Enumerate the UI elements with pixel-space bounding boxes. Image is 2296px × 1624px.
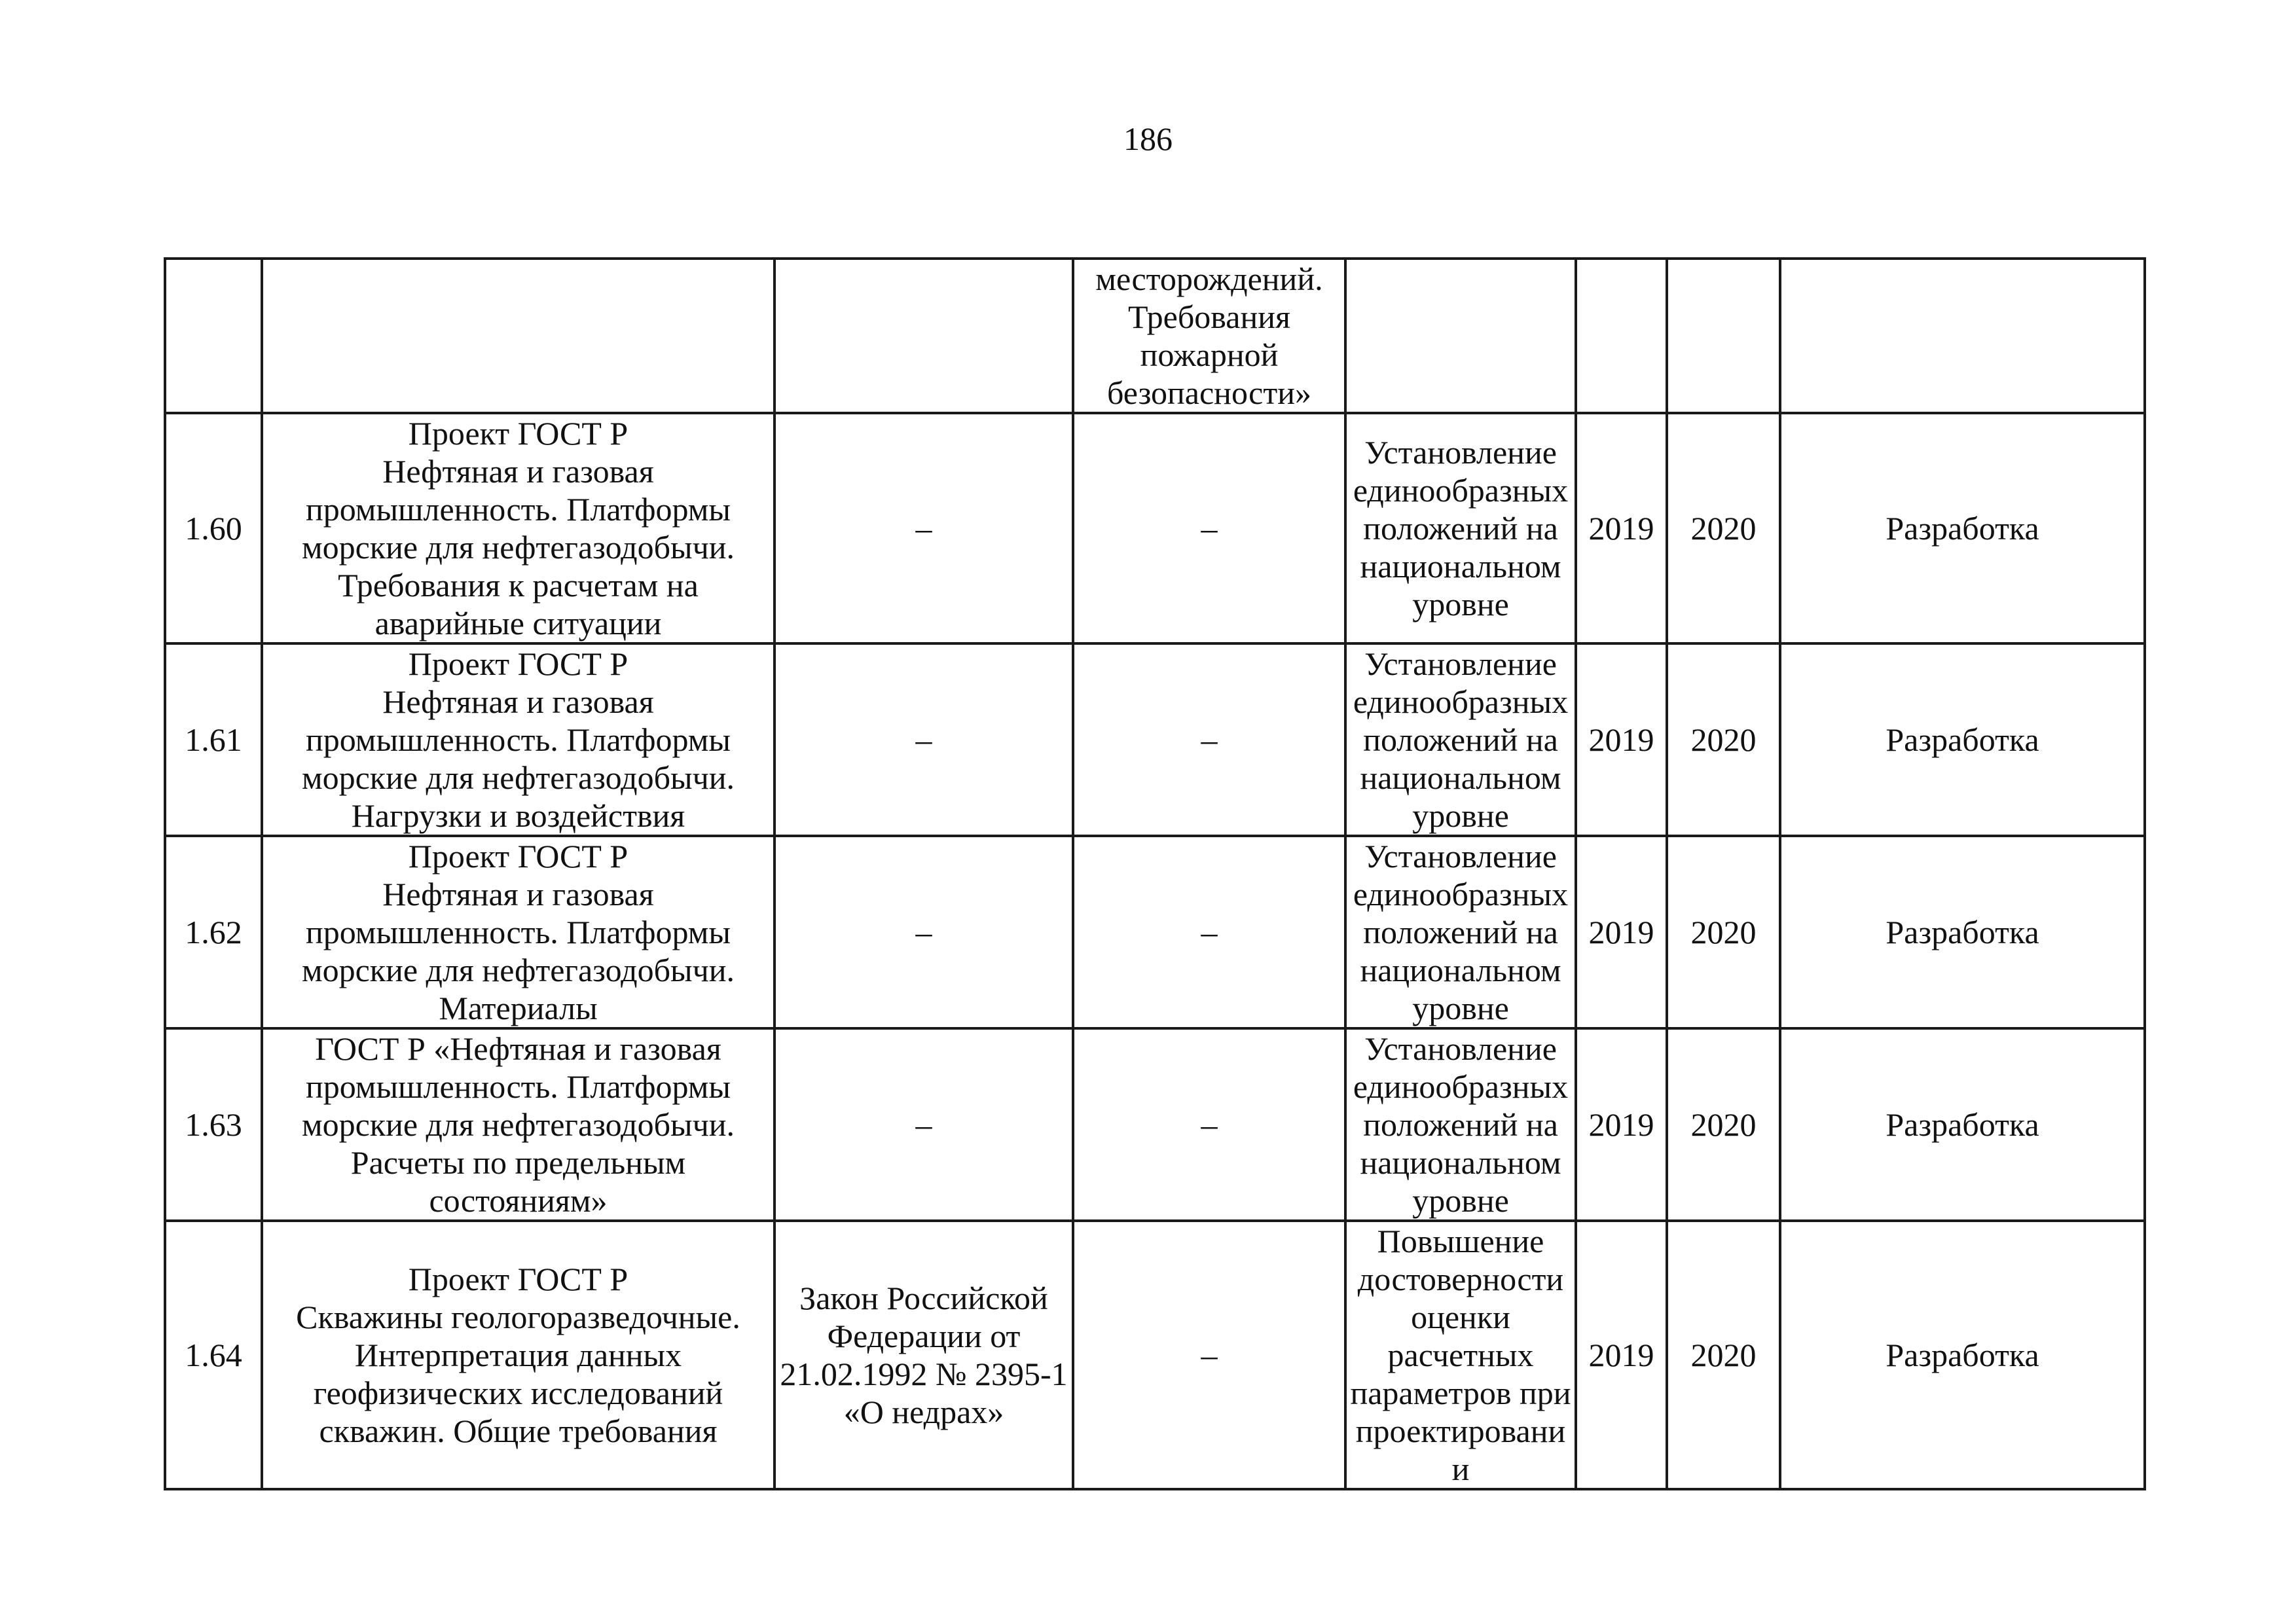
cell-start-year: 2019 — [1576, 1221, 1667, 1489]
cell-basis — [774, 413, 1073, 643]
cell-title — [262, 1028, 774, 1221]
cell-end-year: 2020 — [1667, 1028, 1780, 1221]
cell-status: Разработка — [1780, 1028, 2145, 1221]
cell-text-line: – — [1201, 1337, 1218, 1373]
cell-purpose — [1073, 1028, 1345, 1221]
cell-status — [1780, 259, 2145, 413]
cell-text-line: уровне — [1412, 797, 1509, 834]
cell-text-line: Проект ГОСТ Р — [408, 645, 629, 682]
cell-text-line: Установление — [1364, 1030, 1557, 1067]
cell-purpose — [1073, 413, 1345, 643]
cell-goal — [1345, 643, 1576, 836]
cell-text-line: Проект ГОСТ Р — [408, 415, 629, 452]
cell-purpose — [1073, 643, 1345, 836]
cell-text-line: – — [1201, 510, 1218, 547]
cell-text-line: положений на — [1363, 1106, 1558, 1143]
cell-text-line: пожарной — [1140, 336, 1279, 373]
cell-basis — [774, 1221, 1073, 1489]
cell-num: 1.64 — [165, 1221, 262, 1489]
cell-status: Разработка — [1780, 1221, 2145, 1489]
cell-text-line: морские для нефтегазодобычи. — [301, 529, 735, 566]
table-row — [165, 1221, 2145, 1489]
cell-text-line: – — [915, 510, 932, 547]
cell-text-line: Повышение — [1377, 1223, 1544, 1259]
cell-text-line: морские для нефтегазодобычи. — [301, 1106, 735, 1143]
cell-purpose — [1073, 1221, 1345, 1489]
cell-num: 1.61 — [165, 643, 262, 836]
cell-start-year: 2019 — [1576, 643, 1667, 836]
cell-num: 1.60 — [165, 413, 262, 643]
cell-title — [262, 1221, 774, 1489]
cell-text-line: Нефтяная и газовая — [382, 683, 654, 720]
table-row — [165, 259, 2145, 413]
cell-text-line: национальном — [1360, 1144, 1561, 1181]
cell-end-year: 2020 — [1667, 413, 1780, 643]
cell-text-line: «О недрах» — [843, 1394, 1004, 1430]
cell-text-line: Требования — [1128, 298, 1290, 335]
cell-text-line: уровне — [1412, 1182, 1509, 1219]
standards-table — [164, 257, 2146, 1490]
cell-start-year: 2019 — [1576, 413, 1667, 643]
cell-text-line: достоверности — [1357, 1261, 1564, 1297]
cell-text-line: – — [1201, 1106, 1218, 1143]
cell-text-line: единообразных — [1353, 472, 1569, 509]
cell-status: Разработка — [1780, 836, 2145, 1028]
table-row — [165, 1028, 2145, 1221]
cell-text-line: аварийные ситуации — [374, 605, 662, 641]
cell-text-line: положений на — [1363, 914, 1558, 950]
cell-text-line: безопасности» — [1107, 374, 1311, 411]
cell-text-line: Материалы — [439, 990, 598, 1026]
cell-text-line: Проект ГОСТ Р — [408, 838, 629, 875]
cell-text-line: – — [915, 721, 932, 758]
cell-text-line: ГОСТ Р «Нефтяная и газовая — [315, 1030, 721, 1067]
cell-text-line: оценки — [1411, 1299, 1510, 1335]
cell-end-year: 2020 — [1667, 836, 1780, 1028]
cell-text-line: единообразных — [1353, 876, 1569, 912]
cell-text-line: геофизических исследований — [313, 1375, 723, 1411]
cell-text-line: Требования к расчетам на — [338, 567, 699, 604]
cell-text-line: Скважины геологоразведочные. — [296, 1299, 740, 1335]
cell-status: Разработка — [1780, 413, 2145, 643]
cell-text-line: промышленность. Платформы — [306, 491, 731, 528]
table-row — [165, 413, 2145, 643]
cell-end-year: 2020 — [1667, 1221, 1780, 1489]
cell-text-line: Нефтяная и газовая — [382, 876, 654, 912]
cell-text-line: промышленность. Платформы — [306, 914, 731, 950]
cell-text-line: Нефтяная и газовая — [382, 453, 654, 490]
cell-goal — [1345, 1221, 1576, 1489]
cell-text-line: Расчеты по предельным — [350, 1144, 686, 1181]
table-row — [165, 836, 2145, 1028]
table-row — [165, 643, 2145, 836]
cell-text-line: Федерации от — [827, 1318, 1021, 1354]
cell-start-year: 2019 — [1576, 836, 1667, 1028]
cell-end-year — [1667, 259, 1780, 413]
cell-text-line: Установление — [1364, 434, 1557, 471]
cell-text-line: скважин. Общие требования — [319, 1413, 718, 1449]
cell-num: 1.62 — [165, 836, 262, 1028]
cell-text-line: и — [1451, 1451, 1470, 1487]
cell-text-line: Нагрузки и воздействия — [351, 797, 685, 834]
cell-end-year: 2020 — [1667, 643, 1780, 836]
cell-text-line: Установление — [1364, 645, 1557, 682]
cell-text-line: Проект ГОСТ Р — [408, 1261, 629, 1297]
cell-basis — [774, 643, 1073, 836]
cell-text-line: положений на — [1363, 721, 1558, 758]
cell-text-line: 21.02.1992 № 2395-1 — [780, 1356, 1068, 1392]
cell-text-line: промышленность. Платформы — [306, 721, 731, 758]
page-number: 186 — [1123, 120, 1173, 157]
cell-text-line: месторождений. — [1095, 261, 1323, 297]
cell-text-line: положений на — [1363, 510, 1558, 547]
cell-text-line: Установление — [1364, 838, 1557, 875]
cell-title — [262, 836, 774, 1028]
cell-text-line: единообразных — [1353, 683, 1569, 720]
cell-text-line: – — [1201, 914, 1218, 950]
cell-text-line: параметров при — [1350, 1375, 1571, 1411]
cell-text-line: расчетных — [1387, 1337, 1534, 1373]
cell-goal — [1345, 259, 1576, 413]
cell-text-line: Интерпретация данных — [354, 1337, 682, 1373]
cell-text-line: промышленность. Платформы — [306, 1068, 731, 1105]
cell-text-line: национальном — [1360, 759, 1561, 796]
cell-text-line: уровне — [1412, 990, 1509, 1026]
cell-text-line: морские для нефтегазодобычи. — [301, 759, 735, 796]
cell-text-line: – — [1201, 721, 1218, 758]
cell-start-year — [1576, 259, 1667, 413]
cell-basis — [774, 259, 1073, 413]
cell-title — [262, 643, 774, 836]
cell-goal — [1345, 1028, 1576, 1221]
cell-goal — [1345, 413, 1576, 643]
cell-status: Разработка — [1780, 643, 2145, 836]
cell-text-line: состояниям» — [429, 1182, 608, 1219]
cell-text-line: морские для нефтегазодобычи. — [301, 952, 735, 988]
cell-title — [262, 259, 774, 413]
cell-text-line: единообразных — [1353, 1068, 1569, 1105]
cell-text-line: уровне — [1412, 586, 1509, 623]
cell-goal — [1345, 836, 1576, 1028]
cell-start-year: 2019 — [1576, 1028, 1667, 1221]
cell-text-line: Закон Российской — [799, 1280, 1048, 1316]
cell-num: 1.63 — [165, 1028, 262, 1221]
cell-text-line: – — [915, 1106, 932, 1143]
cell-num — [165, 259, 262, 413]
cell-basis — [774, 836, 1073, 1028]
cell-basis — [774, 1028, 1073, 1221]
cell-text-line: национальном — [1360, 952, 1561, 988]
cell-text-line: – — [915, 914, 932, 950]
cell-title — [262, 413, 774, 643]
cell-purpose — [1073, 259, 1345, 413]
cell-purpose — [1073, 836, 1345, 1028]
cell-text-line: национальном — [1360, 548, 1561, 585]
cell-text-line: проектировани — [1355, 1413, 1566, 1449]
